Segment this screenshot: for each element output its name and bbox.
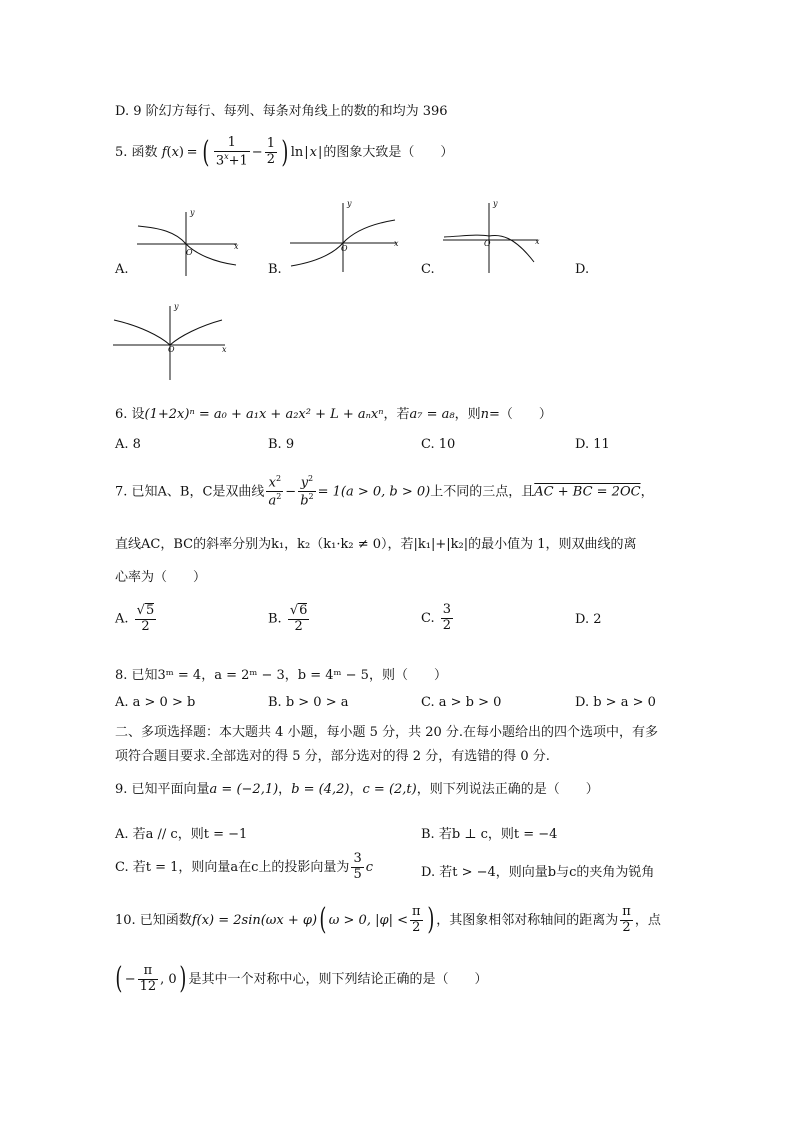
q10-pi-half-1: $\frac{\pi}{2}$ [411,904,421,935]
q10-pi-twelfth: $\frac{\pi}{12}$ [139,963,157,994]
q7-curve-tail: = 1(a > 0, b > 0) [317,484,431,500]
graph-a-x-label: x [234,242,239,251]
q7-option-a-value: $\frac{√5}{2}$ [136,603,155,634]
graph-c-x-label: x [535,237,540,246]
q6-option-c: C. 10 [421,437,456,452]
q7-option-b-value: $\frac{√6}{2}$ [289,603,308,634]
q5-label-d: D. [575,262,590,277]
q8-option-b: B. b > 0 > a [268,695,349,710]
q7-option-c-value: $\frac{3}{2}$ [442,602,452,633]
q8-option-d: D. b > a > 0 [575,695,656,710]
q8-option-a: A. a > 0 > b [115,695,196,710]
q7-prefix: 7. 已知A、B，C是双曲线 [115,484,265,500]
q5-label-b: B. [268,262,282,277]
q9-vector-c: c = (2,t) [362,782,417,797]
q9-suffix: ，则下列说法正确的是（ ） [416,782,599,797]
q6-end: =（ ） [489,407,552,422]
q9-option-a: A. 若a // c，则t = −1 [115,827,248,842]
q5-func: f [161,145,167,161]
graph-b-y-label: y [347,199,352,208]
q9-vector-a: a = (−2,1) [209,782,279,797]
q9-option-d: D. 若t > −4，则向量b与c的夹角为锐角 [421,865,655,880]
q5-suffix: 的图象大致是（ ） [323,145,454,161]
q9-option-c: C. 若t = 1，则向量a在c上的投影向量为 $\frac{3}{5}$ c [115,851,373,882]
graph-a-origin: O [186,248,193,257]
q5-label-a: A. [115,262,129,277]
q6-mid: ，若 [383,407,410,422]
q4-option-d: D. 9 阶幻方每行、每列、每条对角线上的数的和均为 396 [115,104,448,119]
q6-option-b: B. 9 [268,437,295,452]
q6-tail: ，则 [454,407,481,422]
q6-prefix: 6. 设 [115,407,145,422]
graph-d-origin: O [168,345,175,354]
q6-condition: a₇ = a₈ [409,407,455,422]
q5-graphs [0,0,794,400]
q6-stem [115,403,552,422]
q5-frac1: $\frac{1}{3^x+1}$ [215,135,248,169]
graph-b-origin: O [341,244,348,253]
q6-n: n [480,407,490,422]
graph-a-y-label: y [190,208,195,217]
q9-vector-b: b = (4,2) [291,782,350,797]
q10-line2: ( − $\frac{\pi}{12}$ , 0) 是其中一个对称中心，则下列结论正确的是（ ） [115,961,488,997]
graph-b-x-label: x [394,239,399,248]
graph-c-origin: O [484,239,491,248]
q10-stem: 10. 已知函数f(x) = 2sin(ωx + φ)( ω > 0, |φ| < $\frac{\pi}{2}$ ) ，其图象相邻对称轴间的距离为 $\frac{\pi}{2}$ ，点 [115,902,661,938]
q6-option-a: A. 8 [115,437,141,452]
q5-frac2: $\frac{1}{2}$ [266,136,275,168]
q10-function: f(x) = 2sin(ωx + φ) [191,912,318,928]
graph-d-y-label: y [174,302,179,311]
q7-mid: 上不同的三点，且 [430,484,535,500]
section2-line2: 项符合题目要求.全部选对的得 5 分，部分选对的得 2 分，有选错的得 0 分. [115,749,550,764]
q5-stem: 5. 函数 f(x) = ( $\frac{1}{3^x+1}$ − $\frac{1}{2}$ ) ln|x|的图象大致是（ ） [115,134,454,170]
q5-label-c: C. [421,262,435,277]
q5-prefix: 5. 函数 [115,145,158,161]
q7-stem: 7. 已知A、B，C是双曲线 $\frac{x^2}{a^2}$ − $\frac{y^2}{b^2}$ = 1(a > 0, b > 0)上不同的三点，且AC + BC = 2OC， [115,474,654,509]
graph-a-curve [138,226,236,265]
q7-option-b: B. $\frac{√6}{2}$ [268,603,308,634]
q9-option-b: B. 若b ⊥ c，则t = −4 [421,827,558,842]
q10-tail: ，点 [634,912,661,928]
q10-pi-half-2: $\frac{\pi}{2}$ [622,904,631,935]
q9-stem: 9. 已知平面向量a = (−2,1)，b = (4,2)，c = (2,t)，则下列说法正确的是（ ） [115,782,599,797]
q9-prefix: 9. 已知平面向量 [115,782,210,797]
q7-line3: 心率为（ ） [115,570,207,585]
q10-condition: ω > 0, |φ| < [328,912,408,928]
section2-line1: 二、多项选择题：本大题共 4 小题，每小题 5 分，共 20 分.在每小题给出的四个选项中，有多 [115,725,659,740]
q7-option-c: C. $\frac{3}{2}$ [421,602,452,633]
q7-option-a: A. $\frac{√5}{2}$ [115,603,155,634]
q9-option-c-frac: $\frac{3}{5}$ [353,851,362,882]
q7-frac-x: $\frac{x^2}{a^2}$ [268,474,282,509]
q7-frac-y: $\frac{y^2}{b^2}$ [300,474,314,509]
graph-c-y-label: y [493,199,498,208]
q6-expression: (1+2x)ⁿ = a₀ + a₁x + a₂x² + L + aₙxⁿ [144,407,384,422]
q8-stem: 8. 已知3ᵐ = 4，a = 2ᵐ − 3，b = 4ᵐ − 5，则（ ） [115,668,447,683]
q7-option-d: D. 2 [575,612,602,627]
q7-vector-equation: AC + BC = 2OC [534,484,641,500]
graph-d-curve [114,320,222,345]
q10-line2-tail: 是其中一个对称中心，则下列结论正确的是（ ） [188,971,488,987]
q6-option-d: D. 11 [575,437,610,452]
q10-mid: ，其图象相邻对称轴间的距离为 [436,912,619,928]
q8-option-c: C. a > b > 0 [421,695,502,710]
graph-d-x-label: x [222,345,227,354]
q7-line2: 直线AC，BC的斜率分别为k₁，k₂（k₁·k₂ ≠ 0），若|k₁|+|k₂|的最小值为 1，则双曲线的离 [115,537,637,552]
q10-prefix: 10. 已知函数 [115,912,192,928]
